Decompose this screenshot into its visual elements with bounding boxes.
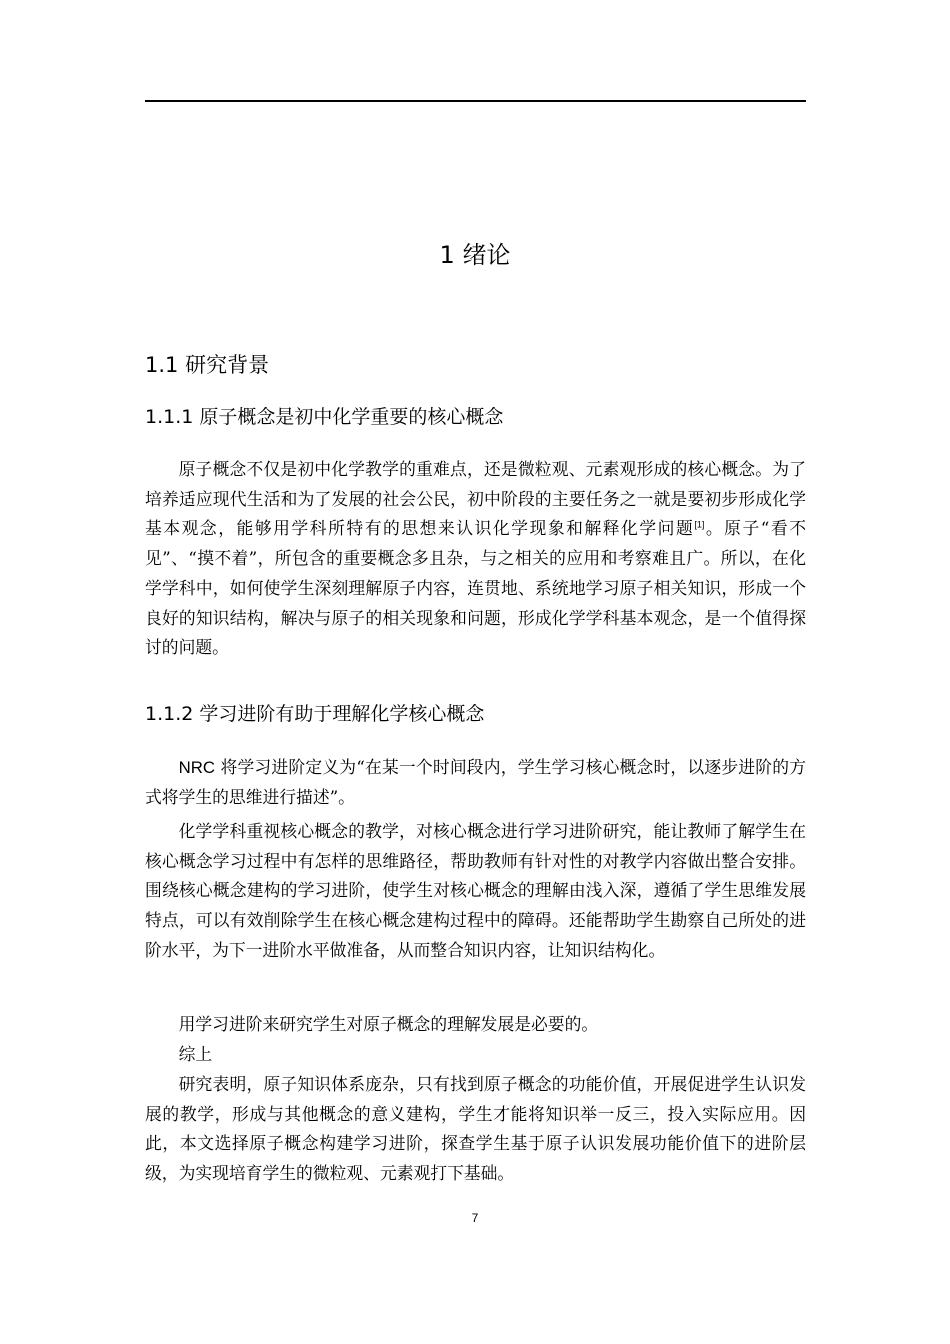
paragraph-research-conclusion: 研究表明，原子知识体系庞杂，只有找到原子概念的功能价值，开展促进学生认识发展的教学，形成与其他概念的意义建构，学生才能将知识举一反三，投入实际应用。因此，本文选择原子概念构建学习进阶，探查学生基于原子认识发展功能价值下的进阶层级，为实现培育学生的微粒观、元素观打下基础。 [145,1074,806,1184]
paragraph-atom-concept [145,455,806,663]
paragraph-nrc-definition [145,753,806,812]
paragraph-text: 将学习进阶定义为“在某一个时间段内，学生学习核心概念时，以逐步进阶的方式将学生的思维进行描述”。 [145,757,806,807]
paragraph-text: 。原子“看不见”、“摸不着”，所包含的重要概念多且杂，与之相关的应用和考察难且广。所以，在化学学科中，如何使学生深刻理解原子内容，连贯地、系统地学习原子相关知识，形成一个良好的知识结构，解决与原子的相关现象和问题，形成化学学科基本观念，是一个值得探讨的问题。 [145,518,806,658]
abbreviation-nrc: NRC [178,758,215,777]
paragraph-core-concept-teaching: 化学学科重视核心概念的教学，对核心概念进行学习进阶研究，能让教师了解学生在核心概念学习过程中有怎样的思维路径，帮助教师有针对性的对教学内容做出整合安排。围绕核心概念建构的学习进阶，使学生对核心概念的理解由浅入深，遵循了学生思维发展特点，可以有效削除学生在核心概念建构过程中的障碍。还能帮助学生勘察自己所处的进阶水平，为下一进阶水平做准备，从而整合知识内容，让知识结构化。 [145,821,806,960]
section-heading-1-1: 1.1 研究背景 [145,353,270,377]
paragraph-text: 原子概念不仅是初中化学教学的重难点，还是微粒观、元素观形成的核心概念。为了培养适应现代生活和为了发展的社会公民，初中阶段的主要任务之一就是要初步形成化学基本观念，能够用学科所特有的思想来认识化学现象和解释化学问题 [145,459,806,539]
chapter-title: 1 绪论 [439,241,511,269]
header-rule [145,100,806,102]
citation-link[interactable]: [1] [694,519,705,530]
section-heading-1-1-1: 1.1.1 原子概念是初中化学重要的核心概念 [145,406,504,428]
paragraph-necessity: 用学习进阶来研究学生对原子概念的理解发展是必要的。 [178,1014,599,1034]
section-heading-1-1-2: 1.1.2 学习进阶有助于理解化学核心概念 [145,703,485,725]
paragraph-summary-label: 综上 [178,1044,213,1064]
page-number: 7 [471,1211,479,1225]
